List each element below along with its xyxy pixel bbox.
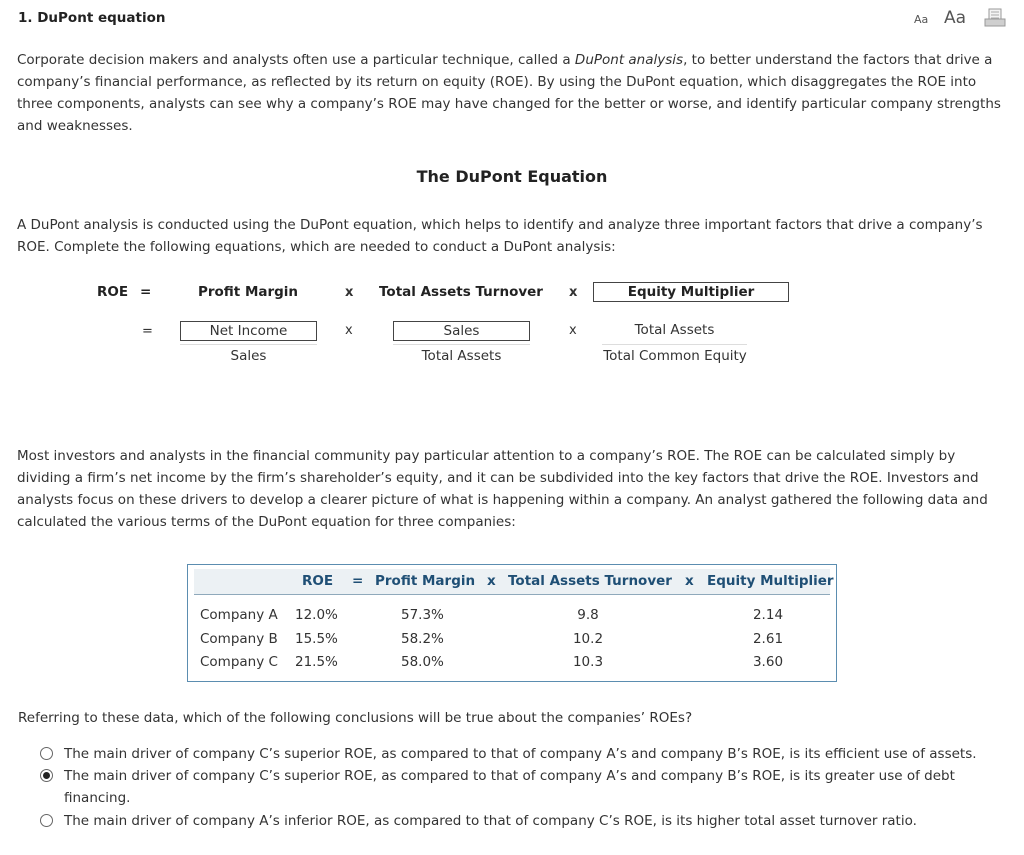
roe-value: 15.5%	[295, 631, 338, 647]
radio-button[interactable]	[40, 747, 53, 760]
fraction-line	[180, 344, 317, 345]
profit-margin-value: 58.0%	[401, 654, 444, 670]
question-title: 1. DuPont equation	[18, 10, 166, 26]
answer-option-text: The main driver of company C’s superior ROE, as compared to that of company A’s and company B’s ROE, is its greater use of debt financing.	[64, 768, 955, 806]
decrease-font-button[interactable]: Aa	[914, 13, 929, 26]
header-roe: ROE	[302, 573, 334, 589]
profit-margin-value: 57.3%	[401, 607, 444, 623]
times-sign: x	[345, 285, 354, 300]
total-common-equity-denominator: Total Common Equity	[603, 348, 747, 364]
roe-value: 12.0%	[295, 607, 338, 623]
header-profit-margin: Profit Margin	[375, 573, 476, 589]
data-intro-paragraph: Most investors and analysts in the financial community pay particular attention to a company’s ROE. The ROE can be calculated simply by dividing a firm’s net income by the firm’s shareholder’s equity, and it can be subdivided into the key factors that drive the ROE. Investors and analysts focus on these drivers to develop a clearer picture of what is happening within a company. An analyst gathered the following data and calculated the various terms of the DuPont equation for three companies:	[17, 448, 988, 530]
equals-sign: =	[142, 324, 153, 339]
equity-multiplier-value: 2.14	[752, 607, 784, 623]
table-header	[194, 569, 834, 595]
answer-option-text: The main driver of company C’s superior ROE, as compared to that of company A’s and company B’s ROE, is its efficient use of assets.	[64, 746, 977, 762]
net-income-field[interactable]: Net Income	[180, 321, 317, 341]
header-equals: =	[352, 573, 364, 589]
total-assets-turnover-label: Total Assets Turnover	[379, 284, 543, 300]
times-sign: x	[569, 285, 578, 300]
increase-font-button[interactable]: Aa	[944, 8, 967, 28]
radio-button-selected[interactable]	[40, 769, 53, 782]
total-assets-turnover-value: 10.3	[572, 654, 604, 670]
dupont-data-table	[187, 564, 837, 682]
question-prompt: Referring to these data, which of the following conclusions will be true about the companies’ ROEs?	[18, 710, 693, 726]
header-total-assets-turnover: Total Assets Turnover	[508, 573, 672, 589]
profit-margin-label: Profit Margin	[197, 284, 299, 300]
times-sign: x	[569, 323, 577, 338]
answer-option[interactable]	[40, 765, 1000, 809]
section-title: The DuPont Equation	[416, 167, 608, 186]
answer-option[interactable]	[40, 743, 1000, 765]
roe-value: 21.5%	[295, 654, 338, 670]
equity-multiplier-value: 3.60	[752, 654, 784, 670]
total-assets-turnover-value: 10.2	[572, 631, 604, 647]
roe-label: ROE	[97, 284, 129, 300]
print-icon[interactable]	[984, 8, 1006, 28]
equity-multiplier-value: 2.61	[752, 631, 784, 647]
fraction-line	[393, 344, 530, 345]
answer-option[interactable]	[40, 810, 1000, 832]
instructions-paragraph: A DuPont analysis is conducted using the DuPont equation, which helps to identify and analyze three important factors that drive a company’s ROE. Complete the following equations, which are needed to conduct a DuPont analysis:	[17, 217, 983, 255]
fraction-line	[602, 344, 747, 345]
equals-sign: =	[140, 284, 152, 300]
company-name: Company A	[200, 607, 278, 623]
dupont-analysis-term: DuPont analysis	[574, 52, 684, 68]
header-times: x	[685, 573, 694, 589]
company-name: Company C	[200, 654, 278, 670]
radio-button[interactable]	[40, 814, 53, 827]
total-assets-numerator: Total Assets	[634, 322, 715, 338]
profit-margin-value: 58.2%	[401, 631, 444, 647]
sales-field[interactable]: Sales	[393, 321, 530, 341]
header-equity-multiplier: Equity Multiplier	[707, 573, 834, 589]
total-assets-turnover-value: 9.8	[577, 607, 599, 623]
company-name: Company B	[200, 631, 278, 647]
equity-multiplier-field[interactable]: Equity Multiplier	[593, 282, 789, 302]
total-assets-denominator: Total Assets	[421, 348, 502, 364]
intro-paragraph: Corporate decision makers and analysts often use a particular technique, called a DuPont analysis, to better understand the factors that drive a company’s financial performance, as reflected by its return on equity (ROE). By using the DuPont equation, which disaggregates the ROE into three components, analysts can see why a company’s ROE may have changed for the better or worse, and identify particular company strengths and weaknesses.	[17, 52, 1001, 134]
sales-denominator: Sales	[230, 348, 267, 364]
header-times: x	[487, 573, 496, 589]
answer-option-text: The main driver of company A’s inferior ROE, as compared to that of company C’s ROE, is its higher total asset turnover ratio.	[64, 813, 917, 829]
times-sign: x	[345, 323, 353, 338]
